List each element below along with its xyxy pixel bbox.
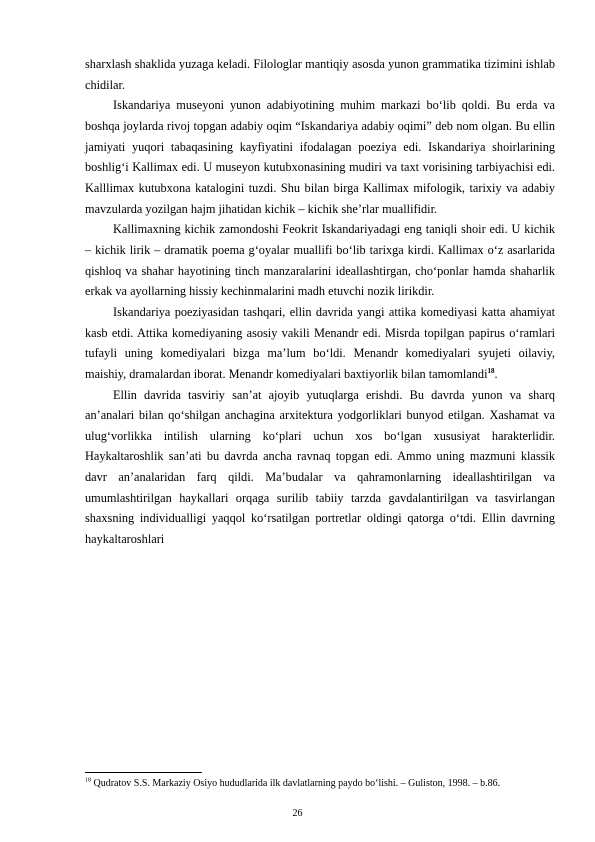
paragraph-end-period: . [494,366,498,381]
footnote-text: Qudratov S.S. Markaziy Osiyo hududlarida ilk davlatlarning paydo bo‘lishi. – Guliston, 1998. – b.86. [91,778,501,789]
paragraph: Ellin davrida tasviriy san’at ajoyib yutuqlarga erishdi. Bu davrda yunon va sharq an’analari bilan qo‘shilgan anchagina arxitektura yodgorliklari bunyod etilgan. Xashamat va ulug‘vorlikka intilish ularning ko‘plari uchun xos bo‘lgan xususiyat harakterlidir. Haykaltaroshlik san’ati bu davrda ancha ravnaq topgan edi. Ammo uning mazmuni klassik davr an’analaridan farq qildi. Ma’budalar va qahramonlarning ideallashtirilgan va umumlashtirilgan haykallari orqaga surilib tabiiy tarzda gavdalantirilgan va tasvirlangan shaxsning individualligi yaqqol ko‘rsatilgan portretlar oldingi qatorga o‘tdi. Ellin davrning haykaltaroshlari [85,387,555,547]
footnote-separator [85,772,202,773]
paragraph-text: Iskandariya poeziyasidan tashqari, ellin davrida yangi attika komediyasi katta ahamiyat kasb etdi. Attika komediyaning asosiy vakili Menandr edi. Misrda topilgan papirus o‘ramlari tufayli uning komediyalari bizga ma’lum bo‘ldi. Menandr komediyalari syujeti oilaviy, maishiy, dramalardan iborat. Menandr komediyalari baxtiyorlik bilan tamomlandi [85,304,555,381]
paragraph: Iskandariya museyoni yunon adabiyotining muhim markazi bo‘lib qoldi. Bu erda va boshqa joylarda rivoj topgan adabiy oqim “Iskandariya adabiy oqimi” deb nom olgan. Bu ellin jamiyati yuqori tabaqasining kayfiyatini ifodalagan poeziya edi. Iskandariya shoirlarining boshlig‘i Kallimax edi. U museyon kutubxonasining mudiri va taxt vorisining tarbiyachisi edi. Kalllimax kutubxona katalogini tuzdi. Shu bilan birga Kallimax mifologik, tarixiy va adabiy mavzularda yozilgan hajm jihatidan kichik – kichik she’rlar muallifidir. [85,98,555,216]
body-text [85,54,555,550]
footnote-marker: 18 [85,777,91,784]
paragraph [85,302,555,385]
footnote [85,777,555,791]
footnote-reference[interactable]: 18 [487,366,495,375]
paragraph: Kallimaxning kichik zamondoshi Feokrit Iskandariyadagi eng taniqli shoir edi. U kichik – kichik lirik – dramatik poema g‘oyalar muallifi bo‘lib tarixga kirdi. Kallimax o‘z asarlarida qishloq va shahar hayotining tinch manzaralarini ideallashtirgan, cho‘ponlar hamda shaharlik erkak va ayollarning hissiy kechinmalarini madh etuvchi nozik lirikdir. [85,222,555,299]
paragraph: sharxlash shaklida yuzaga keladi. Filologlar mantiqiy asosda yunon grammatika tizimini ishlab chidilar. [85,57,555,92]
page-number: 26 [292,808,303,819]
